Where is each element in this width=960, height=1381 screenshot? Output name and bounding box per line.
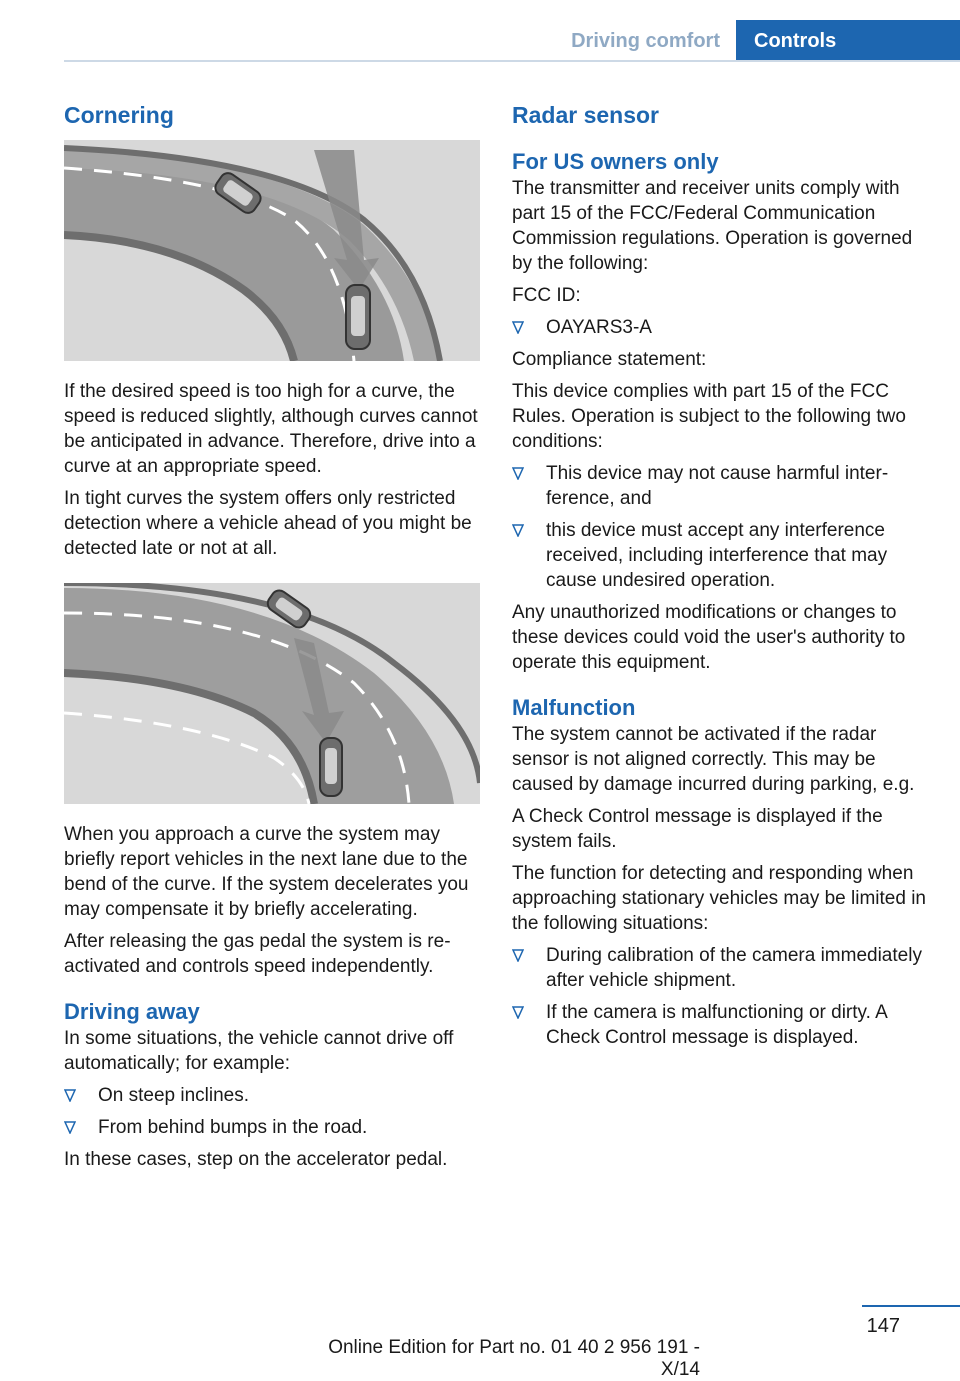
- page-number: 147: [866, 1315, 900, 1337]
- driving-away-intro: In some situations, the vehicle cannot drive off automatically; for example:: [64, 1028, 454, 1074]
- cornering-paragraph-3: When you approach a curve the system may briefly report vehicles in the next lane due to the bend of the curve. If the system decelerates you may compensate it by briefly accelerating.: [64, 824, 469, 920]
- driving-away-outro: In these cases, step on the accelerator pedal.: [64, 1149, 448, 1170]
- malfunction-paragraph-1: The system cannot be activated if the radar sensor is not aligned correctly. This may be caused by damage incurred during parking, e.g.: [512, 724, 915, 795]
- fcc-id-label: FCC ID:: [512, 285, 581, 306]
- malfunction-list: [512, 943, 932, 1050]
- triangle-bullet-icon: [64, 1083, 76, 1102]
- us-owners-subheading: For US owners only: [512, 149, 719, 174]
- list-item: This device may not cause harmful interference, and: [512, 461, 932, 511]
- list-item: During calibration of the camera immediately after vehicle shipment.: [512, 943, 932, 993]
- figure-cornering-1: [64, 140, 480, 361]
- triangle-bullet-icon: [512, 1000, 524, 1019]
- triangle-bullet-icon: [512, 943, 524, 962]
- driving-away-list: [64, 1083, 480, 1140]
- car-icon-rear: [346, 285, 370, 349]
- header-section-title: Driving comfort: [571, 30, 720, 52]
- malfunction-heading: Malfunction: [512, 695, 636, 720]
- cornering-diagram-2: [64, 583, 480, 804]
- header-rule: [64, 60, 960, 62]
- header-chapter-tab: Controls: [736, 20, 960, 62]
- driving-away-heading: Driving away: [64, 999, 200, 1024]
- cornering-paragraph-4: After releasing the gas pedal the system is reactivated and controls speed independently.: [64, 931, 451, 977]
- malfunction-paragraph-2: A Check Control message is displayed if the system fails.: [512, 806, 883, 852]
- radar-sensor-heading: Radar sensor: [512, 102, 660, 128]
- triangle-bullet-icon: [512, 518, 524, 537]
- triangle-bullet-icon: [512, 461, 524, 480]
- cornering-diagram-1: [64, 140, 480, 361]
- car-icon-rear: [320, 738, 342, 796]
- radar-paragraph-3: Any unauthorized modifications or changes to these devices could void the user's authority to operate this equipment.: [512, 602, 906, 673]
- conditions-list: [512, 461, 932, 593]
- compliance-label: Compliance statement:: [512, 349, 707, 370]
- list-item: On steep inclines.: [64, 1083, 480, 1108]
- cornering-paragraph-2: In tight curves the system offers only restricted detection where a vehicle ahead of you might be detected late or not at all.: [64, 488, 472, 559]
- malfunction-paragraph-3: The function for detecting and responding when approaching stationary vehicles may be limited in the following situations:: [512, 863, 926, 934]
- right-column: [512, 100, 932, 1057]
- list-item: From behind bumps in the road.: [64, 1115, 480, 1140]
- left-column: [64, 100, 480, 1179]
- cornering-paragraph-1: If the desired speed is too high for a curve, the speed is reduced slightly, although curves cannot be anticipated in advance. Therefore, drive into a curve at an appropriate speed.: [64, 381, 478, 477]
- list-item: OAYARS3-A: [512, 315, 932, 340]
- triangle-bullet-icon: [512, 315, 524, 334]
- list-item: this device must accept any interference received, including interference that may cause undesired operation.: [512, 518, 932, 593]
- radar-paragraph-2: This device complies with part 15 of the FCC Rules. Operation is subject to the following two conditions:: [512, 381, 906, 452]
- triangle-bullet-icon: [64, 1115, 76, 1134]
- footer-rule: [862, 1305, 960, 1307]
- radar-paragraph-1: The transmitter and receiver units comply with part 15 of the FCC/Federal Communication Commission regulations. Operation is governed by the following:: [512, 178, 913, 274]
- list-item: If the camera is malfunctioning or dirty. A Check Control message is displayed.: [512, 1000, 932, 1050]
- fcc-id-list: [512, 315, 932, 340]
- cornering-heading: Cornering: [64, 102, 174, 128]
- edition-footer: Online Edition for Part no. 01 40 2 956 191 - X/14: [328, 1337, 700, 1380]
- figure-cornering-2: [64, 583, 480, 804]
